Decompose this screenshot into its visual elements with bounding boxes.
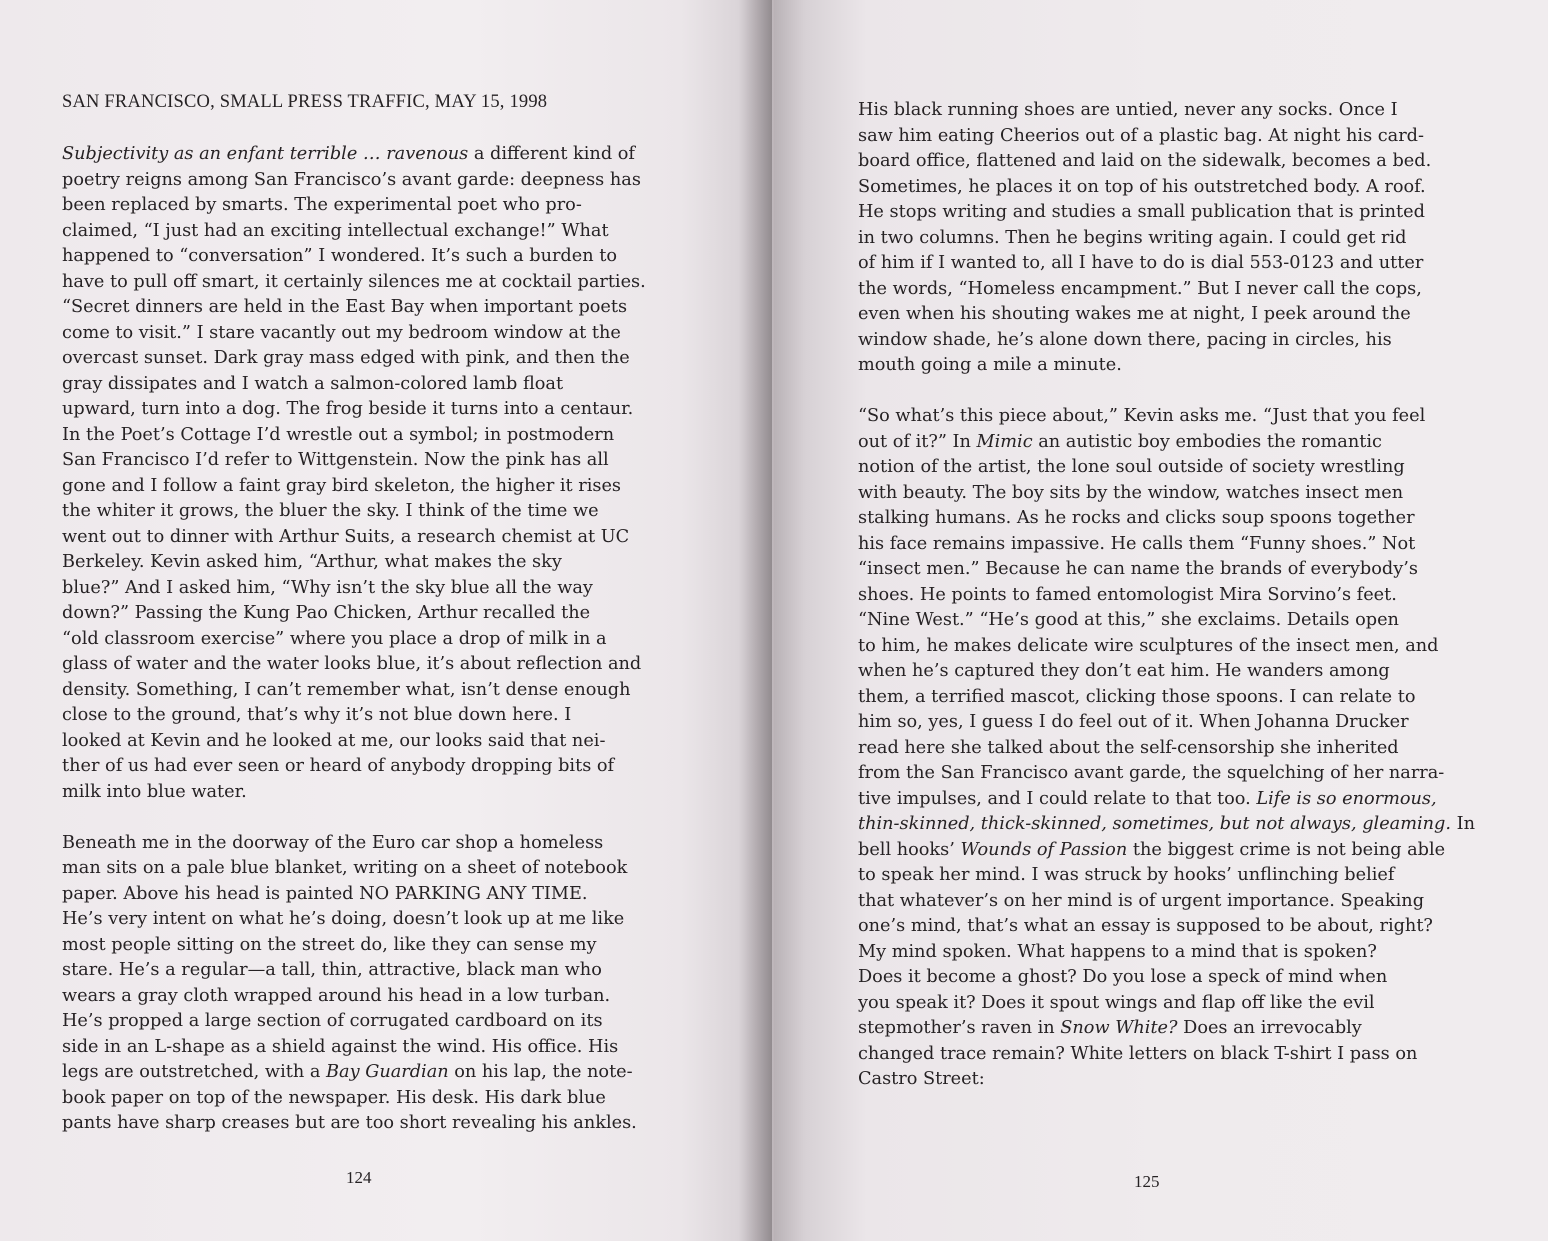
- text-line: [62, 346, 682, 372]
- right-page: [774, 0, 1548, 1241]
- text-line: [62, 295, 682, 321]
- text-line: [62, 525, 682, 551]
- left-body-text: [62, 142, 682, 1137]
- text-segment: “old classroom exercise” where you place a drop of milk in a: [62, 628, 607, 649]
- text-line: [858, 1042, 1478, 1068]
- text-line: [62, 397, 682, 423]
- text-line: [858, 353, 1478, 379]
- text-segment: from the San Francisco avant garde, the squelching of her narra-: [858, 763, 1445, 783]
- text-segment: tive impulses, and I could relate to that too.: [858, 788, 1257, 809]
- text-segment: in two columns. Then he begins writing again. I could get rid: [858, 227, 1407, 248]
- text-segment: read here she talked about the self-censorship she inherited: [858, 737, 1399, 758]
- section-heading: SAN FRANCISCO, SMALL PRESS TRAFFIC, MAY 15, 1998: [62, 92, 548, 112]
- text-line: [858, 710, 1478, 736]
- text-segment: them, a terrified mascot, clicking those spoons. I can relate to: [858, 686, 1416, 707]
- text-line: [858, 889, 1478, 915]
- page-number-right: 125: [1134, 1172, 1160, 1191]
- italic-text: Bay Guardian: [326, 1062, 449, 1082]
- text-segment: been replaced by smarts. The experimental poet who pro-: [62, 195, 582, 215]
- text-line: [858, 634, 1478, 660]
- text-line: [62, 423, 682, 449]
- text-line: [62, 372, 682, 398]
- italic-text: Subjectivity as an enfant terrible … ravenous: [62, 144, 469, 164]
- text-line: [62, 1060, 682, 1086]
- text-segment: gone and I follow a faint gray bird skeleton, the higher it rises: [62, 475, 622, 496]
- text-segment: the biggest crime is not being able: [1127, 839, 1446, 860]
- text-segment: the words, “Homeless encampment.” But I never call the cops,: [858, 278, 1422, 299]
- text-segment: “Secret dinners are held in the East Bay when important poets: [62, 297, 628, 317]
- text-line: [62, 1009, 682, 1035]
- text-segment: “insect men.” Because he can name the brands of everybody’s: [858, 559, 1418, 579]
- italic-text: Snow White?: [1060, 1018, 1178, 1038]
- text-segment: His black running shoes are untied, never any socks. Once I: [858, 100, 1398, 120]
- text-line: [858, 404, 1478, 430]
- text-segment: most people sitting on the street do, like they can sense my: [62, 934, 597, 955]
- text-line: [62, 1111, 682, 1137]
- text-line: [858, 455, 1478, 481]
- text-line: [858, 761, 1478, 787]
- text-segment: density. Something, I can’t remember what, isn’t dense enough: [62, 679, 631, 700]
- text-segment: notion of the artist, the lone soul outside of society wrestling: [858, 457, 1405, 477]
- text-line: [62, 780, 682, 806]
- text-segment: blue?” And I asked him, “Why isn’t the sky blue all the way: [62, 577, 593, 598]
- italic-text: Mimic: [976, 431, 1033, 452]
- text-segment: a different kind of: [468, 144, 635, 164]
- text-line: [858, 914, 1478, 940]
- text-segment: He stops writing and studies a small publication that is printed: [858, 202, 1425, 222]
- text-segment: to speak her mind. I was struck by hooks’ unflinching belief: [858, 865, 1395, 885]
- text-line: [858, 557, 1478, 583]
- text-line: [858, 481, 1478, 507]
- text-segment: bell hooks’: [858, 839, 961, 860]
- text-line: [62, 831, 682, 857]
- text-segment: changed trace remain? White letters on black T-shirt I pass on: [858, 1043, 1418, 1064]
- text-segment: man sits on a pale blue blanket, writing on a sheet of notebook: [62, 858, 628, 878]
- text-segment: claimed, “I just had an exciting intellectual exchange!” What: [62, 220, 609, 241]
- text-segment: He’s very intent on what he’s doing, doesn’t look up at me like: [62, 909, 625, 929]
- italic-text: thin-skinned, thick-skinned, sometimes, but not always, gleaming.: [858, 814, 1451, 834]
- text-segment: legs are outstretched, with a: [62, 1062, 327, 1082]
- text-line: [62, 550, 682, 576]
- italic-text: Life is so enormous,: [1256, 788, 1437, 809]
- text-segment: gray dissipates and I watch a salmon-colored lamb float: [62, 373, 564, 394]
- text-segment: when he’s captured they don’t eat him. He wanders among: [858, 661, 1390, 681]
- text-line: [62, 270, 682, 296]
- text-segment: Sometimes, he places it on top of his outstretched body. A roof.: [858, 176, 1426, 197]
- text-segment: on his lap, the note-: [448, 1062, 633, 1082]
- text-line: [62, 1086, 682, 1112]
- text-segment: close to the ground, that’s why it’s not blue down here. I: [62, 705, 572, 725]
- text-line: [858, 991, 1478, 1017]
- text-segment: book paper on top of the newspaper. His desk. His dark blue: [62, 1087, 606, 1108]
- text-segment: wears a gray cloth wrapped around his head in a low turban.: [62, 985, 611, 1006]
- text-line: [858, 863, 1478, 889]
- text-line: [858, 812, 1478, 838]
- paragraph-break: [858, 379, 1478, 405]
- text-line: [62, 142, 682, 168]
- text-segment: paper. Above his head is painted NO PARKING ANY TIME.: [62, 883, 588, 904]
- text-line: [858, 506, 1478, 532]
- text-segment: mouth going a mile a minute.: [858, 355, 1122, 375]
- text-segment: happened to “conversation” I wondered. It’s such a burden to: [62, 246, 617, 266]
- text-line: [62, 219, 682, 245]
- text-segment: of him if I wanted to, all I have to do is dial 553-0123 and utter: [858, 253, 1424, 273]
- text-segment: that whatever’s on her mind is of urgent importance. Speaking: [858, 890, 1425, 911]
- text-line: [858, 277, 1478, 303]
- text-segment: his face remains impassive. He calls them “Funny shoes.” Not: [858, 533, 1416, 554]
- text-line: [858, 736, 1478, 762]
- right-body-text: [858, 98, 1478, 1093]
- paragraph-break: [62, 805, 682, 831]
- text-line: [62, 933, 682, 959]
- text-line: [62, 729, 682, 755]
- text-line: [62, 576, 682, 602]
- text-line: [62, 448, 682, 474]
- italic-text: Wounds of Passion: [960, 839, 1128, 860]
- text-line: [858, 1016, 1478, 1042]
- text-segment: “Nine West.” “He’s good at this,” she exclaims. Details open: [858, 610, 1399, 630]
- text-line: [858, 583, 1478, 609]
- text-line: [62, 474, 682, 500]
- text-line: [62, 882, 682, 908]
- text-line: [858, 685, 1478, 711]
- text-line: [62, 907, 682, 933]
- text-segment: one’s mind, that’s what an essay is supposed to be about, right?: [858, 916, 1433, 936]
- text-segment: Berkeley. Kevin asked him, “Arthur, what makes the sky: [62, 552, 562, 572]
- text-segment: you speak it? Does it spout wings and flap off like the evil: [858, 992, 1375, 1013]
- text-line: [62, 627, 682, 653]
- text-line: [858, 532, 1478, 558]
- text-segment: stepmother’s raven in: [858, 1018, 1061, 1038]
- text-line: [858, 302, 1478, 328]
- gutter-shadow: [738, 0, 772, 1241]
- text-segment: saw him eating Cheerios out of a plastic bag. At night his card-: [858, 125, 1424, 146]
- text-segment: Castro Street:: [858, 1069, 985, 1089]
- text-segment: glass of water and the water looks blue, it’s about reflection and: [62, 654, 642, 674]
- text-segment: down?” Passing the Kung Pao Chicken, Arthur recalled the: [62, 603, 591, 623]
- text-segment: to him, he makes delicate wire sculptures of the insect men, and: [858, 635, 1439, 656]
- text-segment: went out to dinner with Arthur Suits, a research chemist at UC: [62, 526, 630, 547]
- page-number-left: 124: [346, 1168, 372, 1187]
- text-segment: window shade, he’s alone down there, pacing in circles, his: [858, 329, 1392, 350]
- text-segment: Does it become a ghost? Do you lose a speck of mind when: [858, 967, 1388, 987]
- text-line: [858, 787, 1478, 813]
- text-segment: have to pull off smart, it certainly silences me at cocktail parties.: [62, 271, 646, 292]
- text-line: [62, 321, 682, 347]
- text-segment: come to visit.” I stare vacantly out my bedroom window at the: [62, 322, 621, 343]
- text-segment: even when his shouting wakes me at night, I peek around the: [858, 304, 1411, 324]
- text-segment: an autistic boy embodies the romantic: [1032, 431, 1382, 452]
- text-line: [858, 838, 1478, 864]
- text-line: [62, 856, 682, 882]
- text-segment: with beauty. The boy sits by the window, watches insect men: [858, 482, 1404, 503]
- text-line: [858, 965, 1478, 991]
- text-line: [858, 251, 1478, 277]
- text-segment: He’s propped a large section of corrugated cardboard on its: [62, 1011, 603, 1031]
- text-segment: board office, flattened and laid on the sidewalk, becomes a bed.: [858, 151, 1432, 171]
- text-segment: upward, turn into a dog. The frog beside it turns into a centaur.: [62, 399, 634, 419]
- text-segment: him so, yes, I guess I do feel out of it. When Johanna Drucker: [858, 712, 1409, 732]
- text-line: [62, 601, 682, 627]
- text-line: [62, 984, 682, 1010]
- text-line: [858, 608, 1478, 634]
- text-line: [62, 1035, 682, 1061]
- text-line: [62, 652, 682, 678]
- text-segment: pants have sharp creases but are too short revealing his ankles.: [62, 1113, 637, 1133]
- text-line: [858, 659, 1478, 685]
- text-line: [858, 175, 1478, 201]
- text-line: [62, 168, 682, 194]
- text-segment: My mind spoken. What happens to a mind that is spoken?: [858, 941, 1377, 962]
- text-line: [858, 1067, 1478, 1093]
- text-line: [858, 430, 1478, 456]
- text-line: [62, 244, 682, 270]
- text-line: [858, 149, 1478, 175]
- text-line: [858, 98, 1478, 124]
- text-line: [858, 328, 1478, 354]
- text-segment: looked at Kevin and he looked at me, our looks said that nei-: [62, 730, 606, 751]
- text-line: [62, 958, 682, 984]
- text-segment: milk into blue water.: [62, 781, 247, 802]
- text-line: [858, 124, 1478, 150]
- text-segment: stalking humans. As he rocks and clicks soup spoons together: [858, 508, 1415, 528]
- text-line: [62, 678, 682, 704]
- text-segment: side in an L-shape as a shield against the wind. His office. His: [62, 1036, 619, 1057]
- text-segment: out of it?” In: [858, 431, 977, 452]
- text-segment: stare. He’s a regular—a tall, thin, attractive, black man who: [62, 960, 602, 980]
- text-segment: shoes. He points to famed entomologist Mira Sorvino’s feet.: [858, 584, 1397, 605]
- text-line: [62, 703, 682, 729]
- text-line: [858, 226, 1478, 252]
- text-segment: poetry reigns among San Francisco’s avant garde: deepness has: [62, 169, 641, 190]
- text-segment: Does an irrevocably: [1177, 1018, 1362, 1038]
- text-line: [62, 754, 682, 780]
- text-segment: the whiter it grows, the bluer the sky. I think of the time we: [62, 501, 599, 521]
- text-line: [858, 940, 1478, 966]
- text-segment: In: [1450, 814, 1475, 834]
- text-line: [62, 193, 682, 219]
- text-line: [858, 200, 1478, 226]
- text-segment: ther of us had ever seen or heard of anybody dropping bits of: [62, 756, 615, 776]
- text-segment: overcast sunset. Dark gray mass edged with pink, and then the: [62, 348, 630, 368]
- text-segment: Beneath me in the doorway of the Euro car shop a homeless: [62, 832, 604, 853]
- text-segment: “So what’s this piece about,” Kevin asks me. “Just that you feel: [858, 406, 1426, 426]
- text-segment: San Francisco I’d refer to Wittgenstein. Now the pink has all: [62, 450, 609, 470]
- text-segment: In the Poet’s Cottage I’d wrestle out a symbol; in postmodern: [62, 424, 615, 445]
- text-line: [62, 499, 682, 525]
